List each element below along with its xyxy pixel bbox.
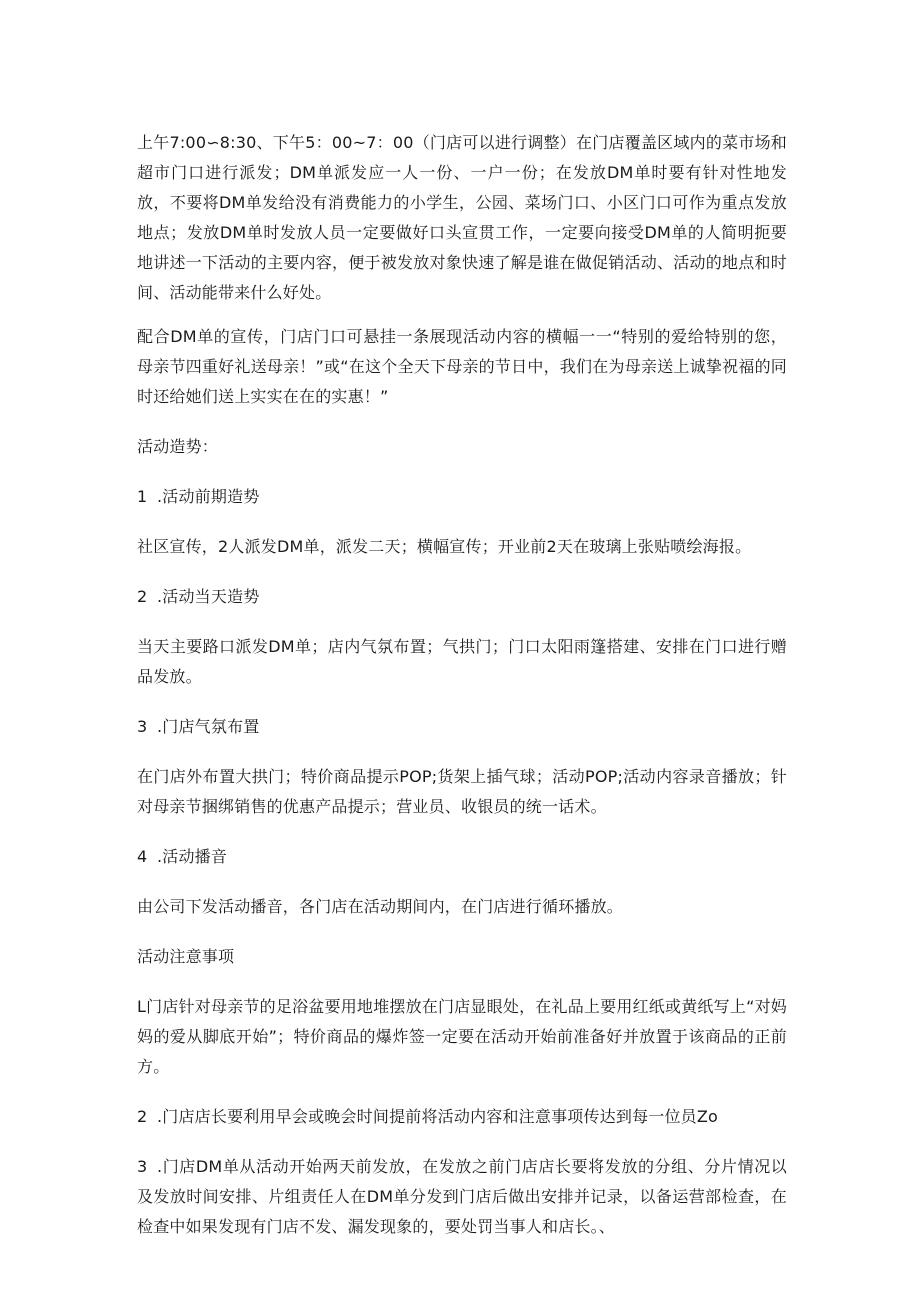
list-title-4: .活动播音 <box>157 847 228 866</box>
list-item-heading-3 <box>137 712 787 742</box>
note-item-1: L门店针对母亲节的足浴盆要用地堆摆放在门店显眼处，在礼品上要用红纸或黄纸写上“对妈妈的爱从脚底开始”；特价商品的爆炸签一定要在活动开始前准备好并放置于该商品的正前方。 <box>137 997 787 1076</box>
list-item-body-3: 在门店外布置大拱门；特价商品提示POP;货架上插气球；活动POP;活动内容录音播放；针对母亲节捆绑销售的优惠产品提示；营业员、收银员的统一话术。 <box>137 767 787 816</box>
note-item-3 <box>137 1152 787 1242</box>
list-title-3: .门店气氛布置 <box>157 717 260 736</box>
note-number-3: 3 <box>137 1157 148 1176</box>
section-heading-campaign: 活动造势： <box>137 437 219 456</box>
paragraph-banner: 配合DM单的宣传，门店门口可悬挂一条展现活动内容的横幅一一“特别的爱给特别的您，母亲节四重好礼送母亲！”或“在这个全天下母亲的节日中，我们在为母亲送上诚挚祝福的同时还给她们送上实实在在的实惠！” <box>137 327 787 406</box>
list-item-body-4: 由公司下发活动播音，各门店在活动期间内，在门店进行循环播放。 <box>137 897 624 916</box>
note-number-2: 2 <box>137 1107 148 1126</box>
document-body <box>137 128 787 1262</box>
note-text-3: .门店DM单从活动开始两天前发放，在发放之前门店店长要将发放的分组、分片情况以及发放时间安排、片组责任人在DM单分发到门店后做出安排并记录，以备运营部检查，在检查中如果发现有门店不发、漏发现象的，要处罚当事人和店长。、 <box>137 1157 787 1236</box>
list-number-1: 1 <box>137 487 148 506</box>
list-number-2: 2 <box>137 587 148 606</box>
list-item-body-2: 当天主要路口派发DM单；店内气氛布置；气拱门；门口太阳雨篷搭建、安排在门口进行赠品发放。 <box>137 637 787 686</box>
note-item-2 <box>137 1102 787 1132</box>
note-text-2: .门店店长要利用早会或晚会时间提前将活动内容和注意事项传达到每一位员Zo <box>157 1107 719 1126</box>
paragraph-dm-distribution: 上午7:00∽8:30、下午5：00~7：00（门店可以进行调整）在门店覆盖区域内的菜市场和超市门口进行派发；DM单派发应一人一份、一户一份；在发放DM单时要有针对性地发放，不要将DM单发给没有消费能力的小学生，公园、菜场门口、小区门口可作为重点发放地点；发放DM单时发放人员一定要做好口头宣贯工作，一定要向接受DM单的人简明扼要地讲述一下活动的主要内容，便于被发放对象快速了解是谁在做促销活动、活动的地点和时间、活动能带来什么好处。 <box>137 133 787 302</box>
list-item-heading-1 <box>137 482 787 512</box>
list-title-1: .活动前期造势 <box>157 487 260 506</box>
list-item-heading-4 <box>137 842 787 872</box>
list-number-4: 4 <box>137 847 148 866</box>
list-title-2: .活动当天造势 <box>157 587 260 606</box>
section-heading-notes: 活动注意事项 <box>137 947 235 966</box>
list-item-heading-2 <box>137 582 787 612</box>
list-item-body-1: 社区宣传，2人派发DM单，派发二天；横幅宣传；开业前2天在玻璃上张贴喷绘海报。 <box>137 537 752 556</box>
list-number-3: 3 <box>137 717 148 736</box>
